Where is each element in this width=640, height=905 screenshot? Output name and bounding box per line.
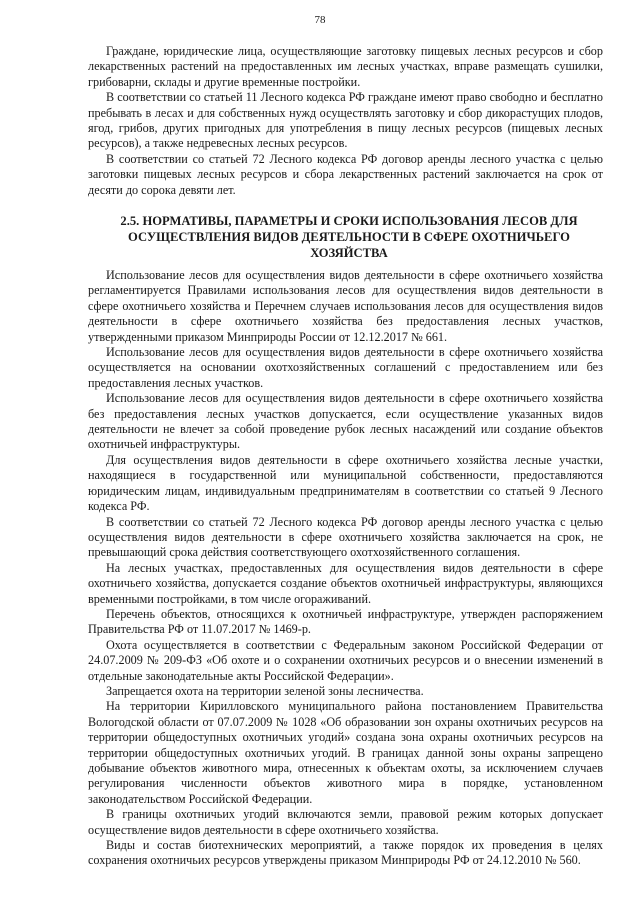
section-heading: 2.5. НОРМАТИВЫ, ПАРАМЕТРЫ И СРОКИ ИСПОЛЬЗОВАНИЯ ЛЕСОВ ДЛЯ ОСУЩЕСТВЛЕНИЯ ВИДОВ ДЕЯТЕЛЬНОСТИ В СФЕРЕ ОХОТНИЧЬЕГО ХОЗЯЙСТВА <box>120 214 578 260</box>
paragraph: Виды и состав биотехнических мероприятий, а также порядок их проведения в целях сохранения охотничьих ресурсов утверждены приказом Минприроды РФ от 24.12.2010 № 560. <box>88 838 603 868</box>
paragraph: Перечень объектов, относящихся к охотничьей инфраструктуре, утвержден распоряжением Правительства РФ от 11.07.2017 № 1469-р. <box>88 606 603 637</box>
paragraph: Охота осуществляется в соответствии с Федеральным законом Российской Федерации от 24.07.2009 № 209-ФЗ «Об охоте и о сохранении охотничьих ресурсов и о внесении изменений в отдельные законодательные акты Российской Федерации». <box>88 637 603 683</box>
paragraph: Для осуществления видов деятельности в сфере охотничьего хозяйства лесные участки, находящиеся в государственной или муниципальной собственности, предоставляются юридическим лицам, индивидуальным предпринимателям в соответствии со статьей 9 Лесного кодекса РФ. <box>88 452 603 514</box>
paragraph: Использование лесов для осуществления видов деятельности в сфере охотничьего хозяйства без предоставления лесных участков допускается, если осуществление указанных видов деятельности не влечет за собой проведение рубок лесных насаждений или создание объектов охотничьей инфраструктуры. <box>88 391 603 452</box>
section-text-block <box>88 268 603 869</box>
paragraph: В соответствии со статьей 11 Лесного кодекса РФ граждане имеют право свободно и бесплатно пребывать в лесах и для собственных нужд осуществлять заготовку и сбор дикорастущих плодов, ягод, грибов, других пригодных для употребления в пищу лесных ресурсов (пищевых лесных ресурсов), а также недревесных лесных ресурсов. <box>88 90 603 151</box>
paragraph: В границы охотничьих угодий включаются земли, правовой режим которых допускает осуществление видов деятельности в сфере охотничьего хозяйства. <box>88 807 603 837</box>
paragraph: Граждане, юридические лица, осуществляющие заготовку пищевых лесных ресурсов и сбор лекарственных растений на предоставленных им лесных участках, вправе размещать сушилки, грибоварни, склады и другие временные постройки. <box>88 44 603 89</box>
paragraph: На лесных участках, предоставленных для осуществления видов деятельности в сфере охотничьего хозяйства, допускается создание объектов охотничьей инфраструктуры, являющихся временными постройками, в том числе огораживаний. <box>88 560 603 606</box>
paragraph: На территории Кирилловского муниципального района постановлением Правительства Вологодской области от 07.07.2009 № 1028 «Об образовании зон охраны охотничьих ресурсов на территории общедоступных охотничьих угодий» создана зона охраны охотничьих ресурсов на территории общедоступных охотничьих угодий. В границах данной зоны охраны запрещено добывание объектов животного мира, отнесенных к объектам охоты, за исключением случаев регулирования численности объектов животного мира в порядке, установленном законодательством Российской Федерации. <box>88 699 603 806</box>
page-number: 78 <box>314 14 326 26</box>
paragraph: Использование лесов для осуществления видов деятельности в сфере охотничьего хозяйства регламентируется Правилами использования лесов для осуществления видов деятельности в сфере охотничьего хозяйства и Перечнем случаев использования лесов для осуществления видов деятельности в сфере охотничьего хозяйства без предоставления лесных участков, утвержденными приказом Минприроды России от 12.12.2017 № 661. <box>88 268 603 344</box>
paragraph: Запрещается охота на территории зеленой зоны лесничества. <box>106 683 424 698</box>
paragraph: Использование лесов для осуществления видов деятельности в сфере охотничьего хозяйства осуществляется на основании охотхозяйственных соглашений с предоставлением или без предоставления лесных участков. <box>88 345 603 390</box>
intro-text-block <box>88 44 603 198</box>
paragraph: В соответствии со статьей 72 Лесного кодекса РФ договор аренды лесного участка с целью заготовки пищевых лесных ресурсов и сбора лекарственных растений заключается на срок от десяти до сорока девяти лет. <box>88 151 603 197</box>
paragraph: В соответствии со статьей 72 Лесного кодекса РФ договор аренды лесного участка с целью осуществления видов деятельности в сфере охотничьего хозяйства заключается на срок, не превышающий срока действия соответствующего охотхозяйственного соглашения. <box>88 514 603 560</box>
